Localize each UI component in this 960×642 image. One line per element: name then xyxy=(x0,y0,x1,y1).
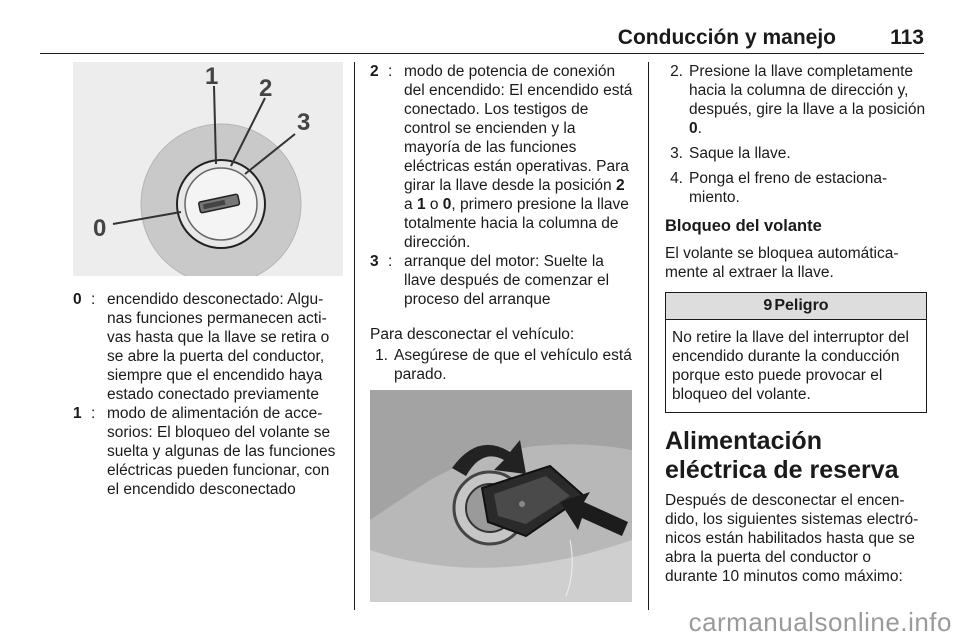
reserve-power-text: Después de desconectar el encendido, los siguientes sistemas electrónicos están habilitados hasta que se abra la puerta del conductor o durante 10 minutos como máximo: xyxy=(665,492,919,585)
text-run: Presione la llave completamente hacia la columna de dirección y, después, gire la llave a la posición xyxy=(689,63,926,118)
definition-separator: : xyxy=(388,253,393,270)
bold-position: 0 xyxy=(689,120,698,137)
step-text xyxy=(689,62,927,138)
definition-text xyxy=(404,62,635,252)
key-push-figure xyxy=(370,390,632,602)
step-number: 1. xyxy=(375,347,388,364)
step-number: 3. xyxy=(670,145,683,162)
definition-key: 2 xyxy=(370,63,379,80)
reserve-power-heading: Alimentación eléctrica de reserva xyxy=(665,427,899,484)
step-text: Saque la llave. xyxy=(689,145,791,162)
step-item xyxy=(370,346,635,384)
bold-position: 0 xyxy=(442,196,452,213)
step-item xyxy=(665,62,927,138)
definition-key: 0 xyxy=(73,291,82,308)
figure-label-3: 3 xyxy=(297,109,311,136)
column-divider xyxy=(648,62,649,610)
warning-icon: 9 xyxy=(763,297,773,314)
column-divider xyxy=(354,62,355,610)
definition-separator: : xyxy=(388,63,393,80)
column-1 xyxy=(73,62,343,499)
page-header xyxy=(40,22,924,54)
figure-label-2: 2 xyxy=(259,75,273,102)
definition-item xyxy=(73,404,343,499)
steering-lock-heading: Bloqueo del volante xyxy=(665,217,822,235)
column-3 xyxy=(665,62,927,586)
warning-text: No retire la llave del interruptor del encendido durante la conducción porque esto puede provocar el bloqueo del volante. xyxy=(672,329,909,403)
definition-text: encendido desconectado: Algunas funciones permanecen activas hasta que la llave se retira o se abre la puerta del conductor, siempre que el encendido haya estado conectado previamente xyxy=(107,291,330,403)
disconnect-intro: Para desconectar el vehículo: xyxy=(370,326,575,343)
section-title: Conducción y manejo xyxy=(617,26,836,49)
figure-label-0: 0 xyxy=(93,215,107,242)
header-rule xyxy=(40,53,924,54)
text-run: o xyxy=(425,196,443,213)
text-run: modo de potencia de conexión del encendido: El encendido está conectado. Los testigos de control se encienden y la mayoría de las funciones eléctricas están operativas. Para girar la llave desde la posición xyxy=(404,63,633,194)
warning-title: Peligro xyxy=(774,297,829,314)
step-text: Asegúrese de que el vehículo está parado. xyxy=(394,347,632,383)
text-run: , primero presione la llave totalmente hacia la columna de dirección. xyxy=(404,196,629,251)
definition-key: 1 xyxy=(73,405,82,422)
step-number: 4. xyxy=(670,170,683,187)
warning-header xyxy=(666,293,926,320)
definition-item xyxy=(370,252,635,309)
ignition-switch-figure xyxy=(73,62,343,276)
text-run: a xyxy=(404,196,417,213)
definition-item xyxy=(370,62,635,252)
definition-separator: : xyxy=(91,291,96,308)
definition-text: arranque del motor: Suelte la llave después de comenzar el proceso del arranque xyxy=(404,253,610,308)
column-2 xyxy=(370,62,635,602)
figure-label-1: 1 xyxy=(205,63,219,90)
definition-separator: : xyxy=(91,405,96,422)
step-text: Ponga el freno de estacionamiento. xyxy=(689,170,888,206)
text-run: . xyxy=(697,120,702,137)
watermark: carmanualsonline.info xyxy=(688,607,952,637)
bold-position: 1 xyxy=(416,196,426,213)
definition-item xyxy=(73,290,343,404)
step-item xyxy=(665,169,927,207)
definition-key: 3 xyxy=(370,253,379,270)
step-number: 2. xyxy=(670,63,683,80)
bold-position: 2 xyxy=(615,177,625,194)
page-number: 113 xyxy=(890,26,924,49)
definition-text: modo de alimentación de accesorios: El bloqueo del volante se suelta y algunas de las funciones eléctricas pueden funcionar, con el encendido desconectado xyxy=(107,405,336,498)
steering-lock-text: El volante se bloquea automáticamente al extraer la llave. xyxy=(665,245,899,281)
position-definitions xyxy=(73,290,343,499)
step-item xyxy=(665,144,927,163)
danger-warning-box xyxy=(665,292,927,413)
